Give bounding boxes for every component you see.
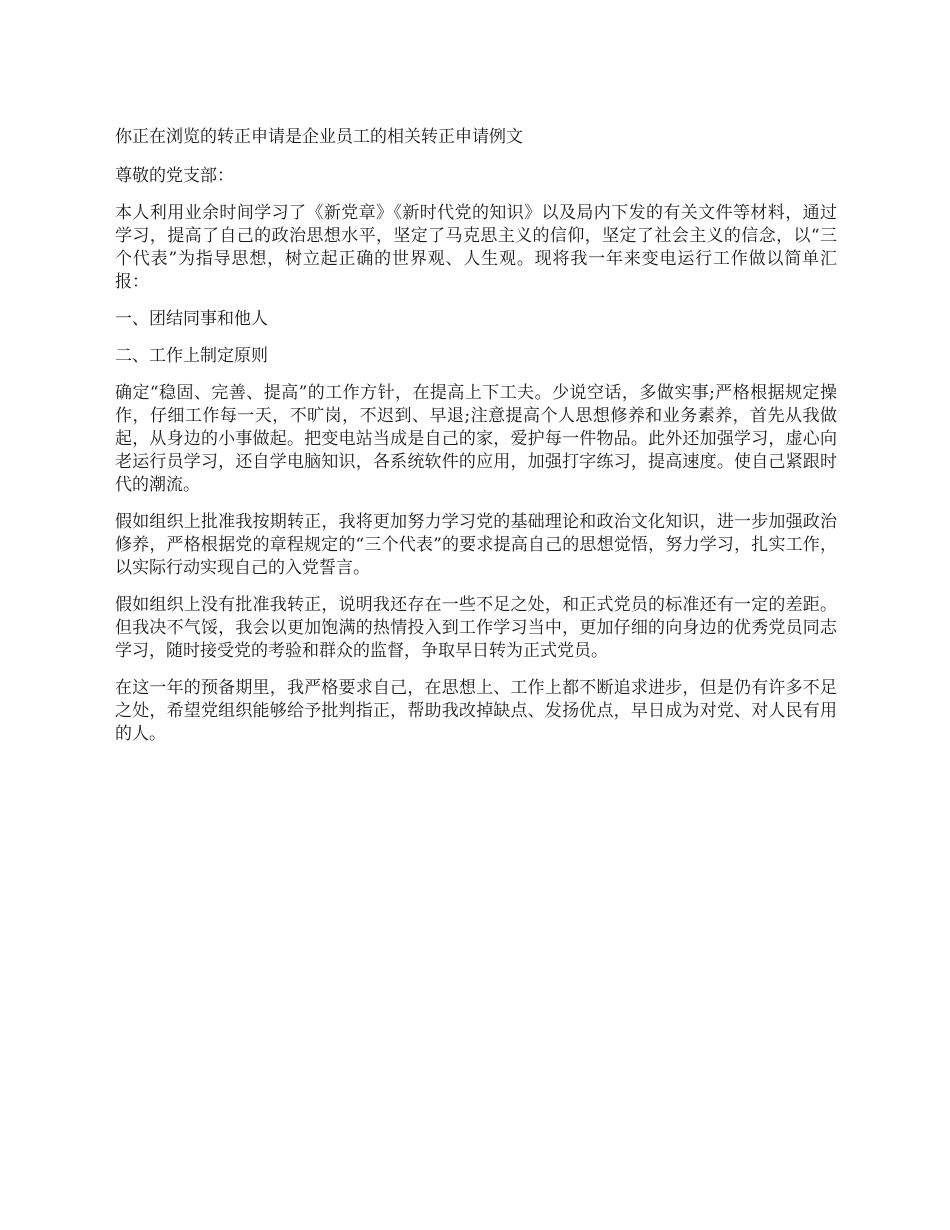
- document-title: 你正在浏览的转正申请是企业员工的相关转正申请例文: [115, 127, 523, 147]
- section-heading-2: 二、工作上制定原则: [115, 346, 268, 366]
- paragraph-if-not-approved: 假如组织上没有批准我转正，说明我还存在一些不足之处，和正式党员的标准还有一定的差距。但我决不气馁，我会以更加饱满的热情投入到工作学习当中，更加仔细的向身边的优秀党员同志学习，随时接受党的考验和群众的监督，争取早日转为正式党员。: [115, 595, 837, 661]
- paragraph-if-approved: 假如组织上批准我按期转正，我将更加努力学习党的基础理论和政治文化知识，进一步加强政治修养，严格根据党的章程规定的“三个代表”的要求提高自己的思想觉悟，努力学习，扎实工作，以实际行动实现自己的入党誓言。: [115, 512, 837, 578]
- salutation: 尊敬的党支部：: [115, 166, 234, 186]
- document-page: [115, 126, 837, 760]
- paragraph-work-principles: 确定“稳固、完善、提高”的工作方针，在提高上下工夫。少说空话，多做实事;严格根据规定操作，仔细工作每一天，不旷岗，不迟到、早退;注意提高个人思想修养和业务素养，首先从我做起，从身边的小事做起。把变电站当成是自己的家，爱护每一件物品。此外还加强学习，虚心向老运行员学习，还自学电脑知识，各系统软件的应用，加强打字练习，提高速度。使自己紧跟时代的潮流。: [115, 383, 837, 495]
- paragraph-conclusion: 在这一年的预备期里，我严格要求自己，在思想上、工作上都不断追求进步，但是仍有许多不足之处，希望党组织能够给予批判指正，帮助我改掉缺点、发扬优点，早日成为对党、对人民有用的人。: [115, 678, 837, 744]
- paragraph-intro: 本人利用业余时间学习了《新党章》《新时代党的知识》以及局内下发的有关文件等材料，通过学习，提高了自己的政治思想水平，坚定了马克思主义的信仰，坚定了社会主义的信念，以“三个代表”为指导思想，树立起正确的世界观、人生观。现将我一年来变电运行工作做以简单汇报：: [115, 203, 837, 292]
- section-heading-1: 一、团结同事和他人: [115, 309, 268, 329]
